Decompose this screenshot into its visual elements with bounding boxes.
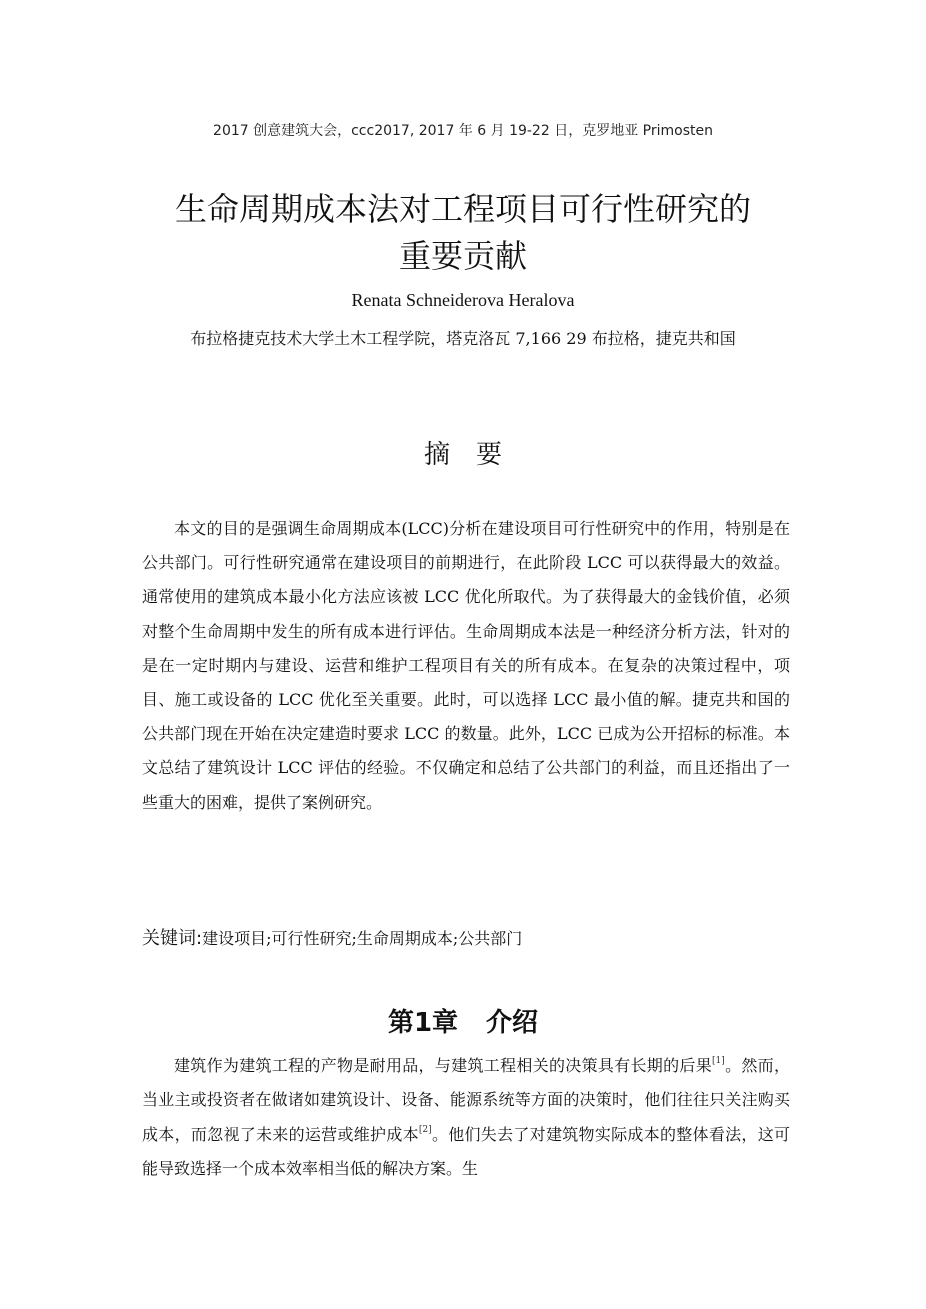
paper-title-line-1: 生命周期成本法对工程项目可行性研究的 [174, 190, 751, 228]
paper-title [100, 186, 826, 280]
intro-text-part-2: 。然而，当业主或投资者在做诸如建筑设计、设备、能源系统等方面的决策时，他们往往只关注购买成本，而忽视了未来的运营或维护成本 [142, 1056, 790, 1144]
paper-title-line-2: 重要贡献 [398, 237, 527, 275]
chapter-1-heading [0, 1002, 926, 1039]
conference-header: 2017 创意建筑大会，ccc2017, 2017 年 6 月 19-22 日，克罗地亚 Primosten [213, 123, 713, 139]
keywords [142, 922, 790, 956]
citation-ref-2[interactable]: [2] [418, 1124, 432, 1135]
abstract-heading: 摘 要 [423, 440, 502, 470]
author-name: Renata Schneiderova Heralova [351, 290, 575, 310]
introduction-text [142, 1049, 790, 1187]
chapter-number: 第1章 [387, 1008, 459, 1038]
intro-text-part-1: 建筑作为建筑工程的产物是耐用品，与建筑工程相关的决策具有长期的后果 [174, 1056, 713, 1075]
citation-ref-1[interactable]: [1] [712, 1056, 725, 1066]
author-affiliation: 布拉格捷克技术大学土木工程学院，塔克洛瓦 7,166 29 布拉格，捷克共和国 [190, 329, 736, 348]
keywords-label: 关键词: [142, 928, 203, 949]
abstract-text: 本文的目的是强调生命周期成本(LCC)分析在建设项目可行性研究中的作用，特别是在公共部门。可行性研究通常在建设项目的前期进行，在此阶段 LCC 可以获得最大的效益。通常使用的建筑成本最小化方法应该被 LCC 优化所取代。为了获得最大的金钱价值，必须对整个生命周期中发生的所有成本进行评估。生命周期成本法是一种经济分析方法，针对的是在一定时期内与建设、运营和维护工程项目有关的所有成本。在复杂的决策过程中，项目、施工或设备的 LCC 优化至关重要。此时，可以选择 LCC 最小值的解。捷克共和国的公共部门现在开始在决定建造时要求 LCC 的数量。此外，LCC 已成为公开招标的标准。本文总结了建筑设计 LCC 评估的经验。不仅确定和总结了公共部门的利益，而且还指出了一些重大的困难，提供了案例研究。 [142, 519, 790, 812]
keywords-text: 建设项目;可行性研究;生命周期成本;公共部门 [202, 929, 523, 948]
intro-text-part-3: 。他们失去了对建筑物实际成本的整体看法，这可能导致选择一个成本效率相当低的解决方案。生 [142, 1124, 790, 1179]
chapter-title: 介绍 [486, 1008, 539, 1038]
